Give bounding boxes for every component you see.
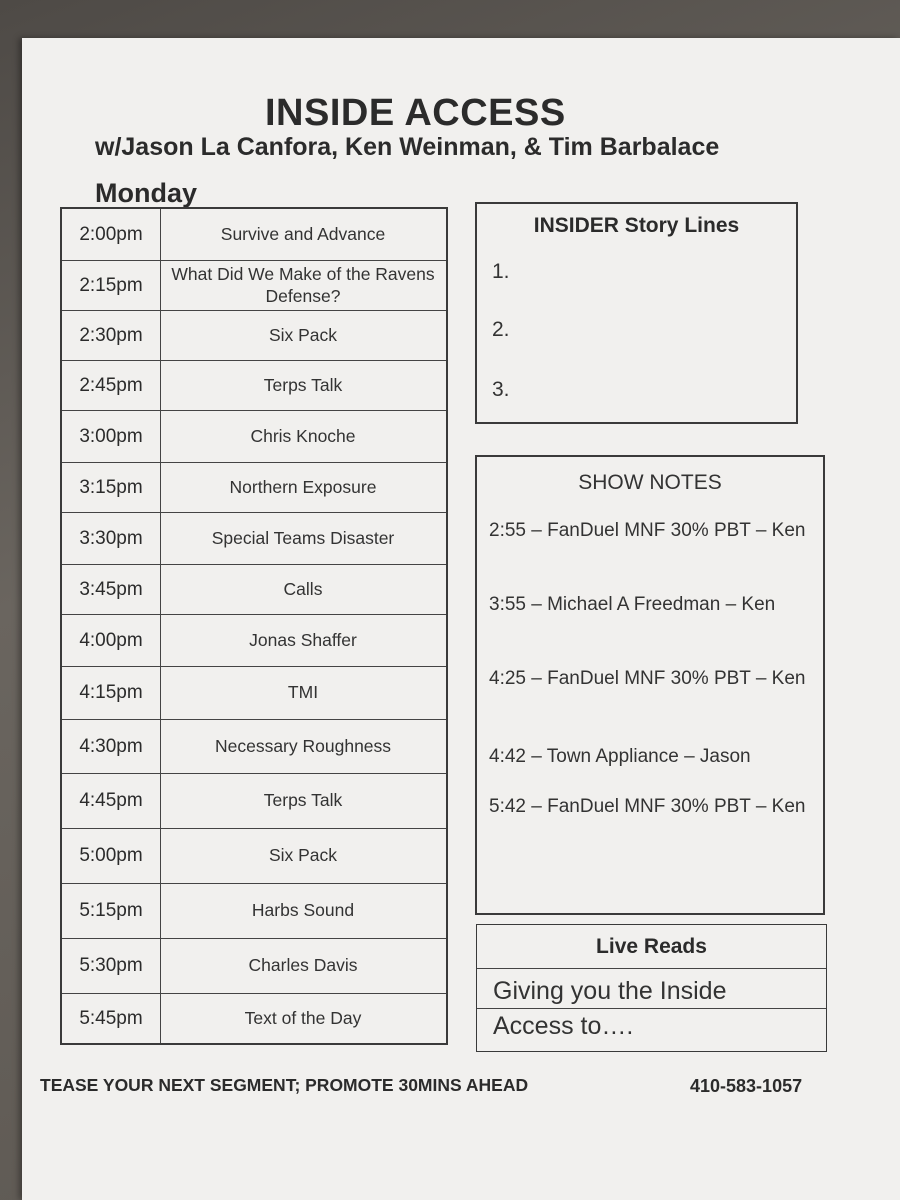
table-row bbox=[62, 939, 446, 994]
live-read-line: Access to…. bbox=[493, 1012, 634, 1040]
segment-cell: Text of the Day bbox=[244, 1007, 362, 1028]
segment-cell: Jonas Shaffer bbox=[249, 629, 357, 650]
day-label: Monday bbox=[95, 178, 198, 208]
time-cell: 2:45pm bbox=[62, 361, 161, 410]
live-reads-title: Live Reads bbox=[477, 925, 826, 969]
show-note-item: 4:42 – Town Appliance – Jason bbox=[489, 746, 751, 767]
segment-cell: What Did We Make of the Ravens Defense? bbox=[171, 263, 435, 306]
table-row bbox=[62, 565, 446, 615]
footer-phone: 410-583-1057 bbox=[690, 1076, 803, 1096]
table-row bbox=[62, 994, 446, 1043]
show-note-item: 4:25 – FanDuel MNF 30% PBT – Ken bbox=[489, 668, 806, 689]
segment-cell: Six Pack bbox=[268, 845, 338, 866]
time-cell: 5:30pm bbox=[62, 939, 161, 993]
time-cell: 5:00pm bbox=[62, 829, 161, 883]
time-cell: 4:30pm bbox=[62, 720, 161, 773]
table-row bbox=[62, 667, 446, 720]
show-notes-title: SHOW NOTES bbox=[578, 471, 722, 494]
segment-cell: Six Pack bbox=[268, 324, 338, 345]
time-cell: 4:45pm bbox=[62, 774, 161, 828]
show-note-item: 5:42 – FanDuel MNF 30% PBT – Ken bbox=[489, 796, 806, 817]
segment-cell: Special Teams Disaster bbox=[211, 527, 395, 548]
live-reads-box bbox=[476, 924, 827, 1052]
story-line-item: 2. bbox=[492, 318, 510, 341]
table-row bbox=[62, 463, 446, 513]
story-line-item: 3. bbox=[492, 378, 510, 401]
schedule-table bbox=[60, 207, 448, 1045]
segment-cell: Harbs Sound bbox=[251, 900, 355, 921]
show-note-item: 3:55 – Michael A Freedman – Ken bbox=[489, 594, 776, 615]
segment-cell: Calls bbox=[283, 578, 323, 599]
time-cell: 3:00pm bbox=[62, 411, 161, 462]
table-row bbox=[62, 774, 446, 829]
table-row bbox=[62, 720, 446, 774]
time-cell: 3:30pm bbox=[62, 513, 161, 564]
time-cell: 2:00pm bbox=[62, 209, 161, 260]
table-row bbox=[62, 261, 446, 311]
time-cell: 4:00pm bbox=[62, 615, 161, 666]
time-cell: 2:30pm bbox=[62, 311, 161, 360]
time-cell: 5:45pm bbox=[62, 994, 161, 1043]
table-row bbox=[62, 311, 446, 361]
table-row bbox=[62, 411, 446, 463]
show-note-item: 2:55 – FanDuel MNF 30% PBT – Ken bbox=[489, 520, 806, 541]
show-notes-box bbox=[475, 455, 825, 915]
table-row bbox=[62, 829, 446, 884]
segment-cell: TMI bbox=[287, 682, 319, 703]
story-line-item: 1. bbox=[492, 260, 510, 283]
table-row bbox=[62, 209, 446, 261]
time-cell: 3:15pm bbox=[62, 463, 161, 512]
live-read-line: Giving you the Inside bbox=[477, 968, 826, 1009]
table-row bbox=[62, 615, 446, 667]
time-cell: 4:15pm bbox=[62, 667, 161, 719]
time-cell: 2:15pm bbox=[62, 261, 161, 310]
story-lines-box bbox=[475, 202, 798, 424]
page-title: INSIDE ACCESS bbox=[265, 92, 566, 134]
time-cell: 5:15pm bbox=[62, 884, 161, 938]
table-row bbox=[62, 884, 446, 939]
segment-cell: Northern Exposure bbox=[229, 476, 377, 497]
hosts-subtitle: w/Jason La Canfora, Ken Weinman, & Tim Barbalace bbox=[95, 133, 720, 161]
segment-cell: Necessary Roughness bbox=[214, 735, 392, 756]
segment-cell: Terps Talk bbox=[263, 374, 343, 395]
segment-cell: Chris Knoche bbox=[250, 425, 356, 446]
segment-cell: Survive and Advance bbox=[220, 223, 386, 244]
footer-instruction: TEASE YOUR NEXT SEGMENT; PROMOTE 30MINS AHEAD bbox=[40, 1075, 529, 1095]
segment-cell: Charles Davis bbox=[248, 955, 358, 976]
time-cell: 3:45pm bbox=[62, 565, 161, 614]
table-row bbox=[62, 513, 446, 565]
story-lines-title: INSIDER Story Lines bbox=[533, 214, 740, 237]
segment-cell: Terps Talk bbox=[263, 790, 343, 811]
table-row bbox=[62, 361, 446, 411]
